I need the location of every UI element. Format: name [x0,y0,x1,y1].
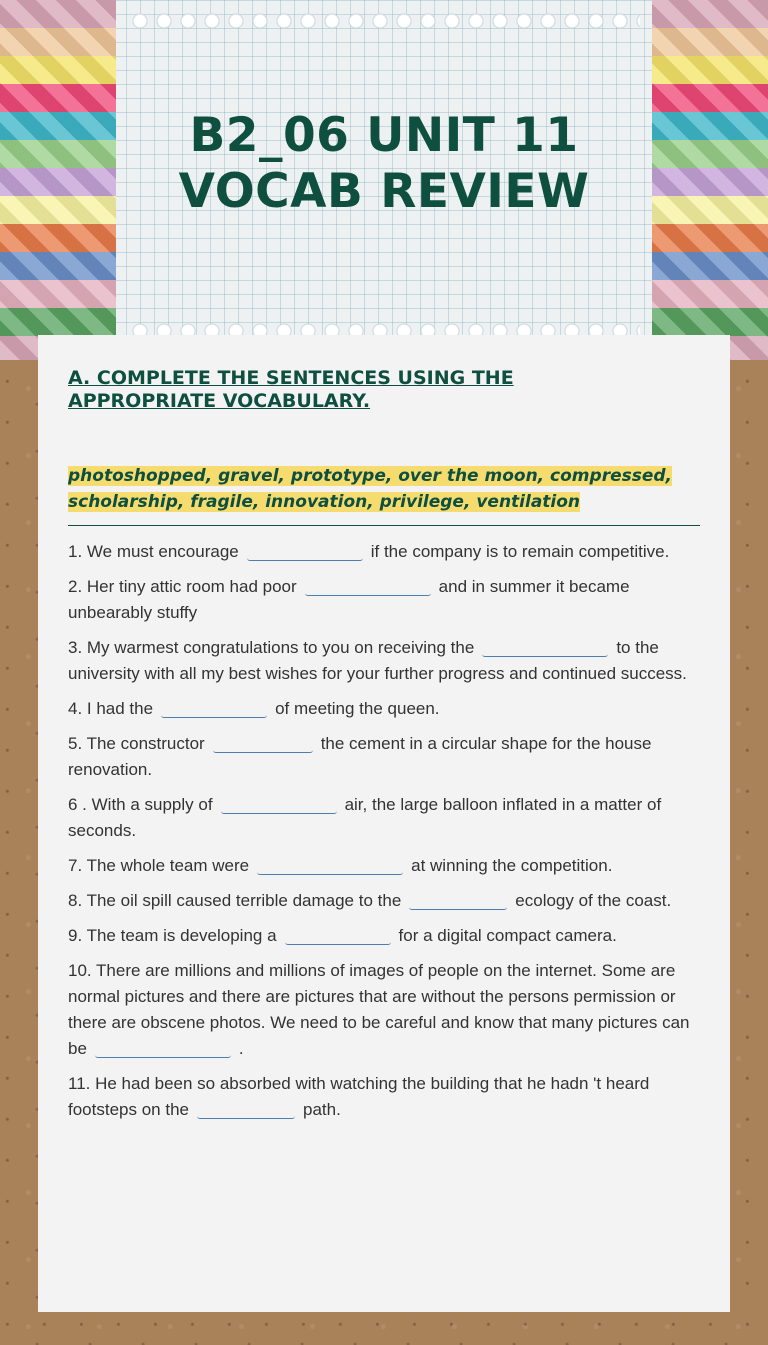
worksheet-card [38,335,730,1312]
question-text: 7. The whole team were [68,856,250,875]
answer-blank-1[interactable] [247,544,363,561]
question-list [68,539,704,1132]
question-3 [68,635,704,687]
question-text: and in summer it became unbearably stuffy [68,577,630,622]
header-banner [0,0,768,360]
question-text: 1. We must encourage [68,542,239,561]
question-text: 10. There are millions and millions of images of people on the internet. Some are normal pictures and there are pictures that are without the persons permission or there are obscene photos. We need to be careful and know that many pictures can be [68,961,690,1058]
question-text: 2. Her tiny attic room had poor [68,577,297,596]
divider [68,525,700,526]
question-text: the cement in a circular shape for the house renovation. [68,734,652,779]
question-text: to the university with all my best wishes for your further progress and continued success. [68,638,687,683]
question-text: . [238,1039,244,1058]
question-4 [68,696,704,722]
notebook-holes-top [128,12,640,30]
question-2 [68,574,704,626]
page-title: B2_06 UNIT 11 VOCAB REVIEW [178,108,590,220]
question-text: air, the large balloon inflated in a matter of seconds. [68,795,662,840]
word-bank-text: photoshopped, gravel, prototype, over the moon, compressed, scholarship, fragile, innovation, privilege, ventilation [68,466,672,512]
answer-blank-3[interactable] [482,640,608,657]
question-7 [68,853,704,879]
question-text: at winning the competition. [411,856,613,875]
question-text: 6 . With a supply of [68,795,213,814]
question-8 [68,888,704,914]
question-text: of meeting the queen. [275,699,440,718]
answer-blank-10[interactable] [95,1041,231,1058]
answer-blank-7[interactable] [257,858,403,875]
chevron-pattern-right [652,0,768,360]
question-text: if the company is to remain competitive. [370,542,670,561]
answer-blank-9[interactable] [285,928,391,945]
question-11 [68,1071,704,1123]
question-text: for a digital compact camera. [398,926,617,945]
question-9 [68,923,704,949]
question-1 [68,539,704,565]
chevron-pattern-left [0,0,116,360]
answer-blank-6[interactable] [221,797,337,814]
question-text: 8. The oil spill caused terrible damage to the [68,891,402,910]
question-text: 3. My warmest congratulations to you on receiving the [68,638,475,657]
answer-blank-4[interactable] [161,701,267,718]
question-text: 5. The constructor [68,734,205,753]
question-text: 9. The team is developing a [68,926,277,945]
answer-blank-11[interactable] [197,1102,295,1119]
answer-blank-2[interactable] [305,579,431,596]
question-6 [68,792,704,844]
question-5 [68,731,704,783]
answer-blank-5[interactable] [213,736,313,753]
word-bank [68,463,708,515]
question-text: 11. He had been so absorbed with watching the building that he hadn 't heard footsteps on the [68,1074,650,1119]
answer-blank-8[interactable] [409,893,507,910]
question-10 [68,958,704,1062]
section-title: A. COMPLETE THE SENTENCES USING THE APPROPRIATE VOCABULARY. [68,367,514,412]
question-text: 4. I had the [68,699,154,718]
question-text: ecology of the coast. [515,891,672,910]
question-text: path. [302,1100,341,1119]
